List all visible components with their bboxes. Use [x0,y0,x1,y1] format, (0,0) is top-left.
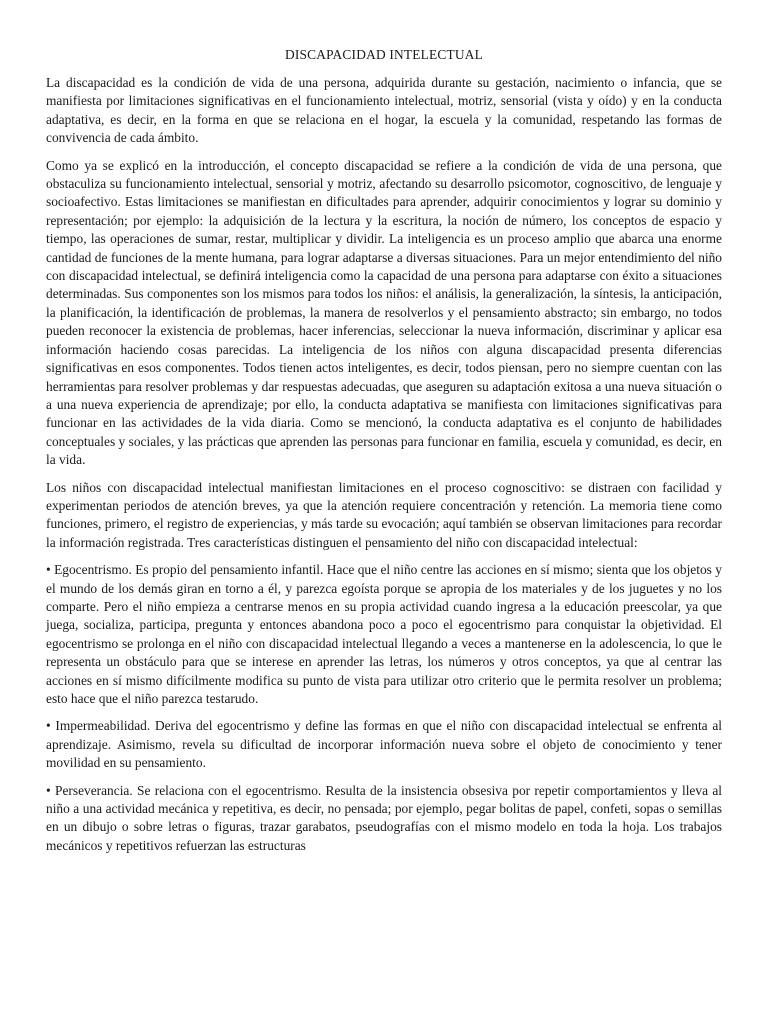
paragraph-concept: Como ya se explicó en la introducción, el concepto discapacidad se refiere a la condición de vida de una persona, que obstaculiza su funcionamiento intelectual, sensorial y motriz, afectando su desarrollo psicomotor, cognoscitivo, de lenguaje y socioafectivo. Estas limitaciones se manifiestan en dificultades para aprender, adquirir conocimientos y lograr su dominio y representación; por ejemplo: la adquisición de la lectura y la escritura, la noción de número, los conceptos de espacio y tiempo, las operaciones de sumar, restar, multiplicar y dividir. La inteligencia es un proceso amplio que abarca una enorme cantidad de funciones de la mente humana, para lograr adaptarse a diversas situaciones. Para un mejor entendimiento del niño con discapacidad intelectual, se definirá inteligencia como la capacidad de una persona para adaptarse con éxito a situaciones determinadas. Sus componentes son los mismos para todos los niños: el análisis, la generalización, la síntesis, la anticipación, la planificación, la identificación de problemas, la manera de resolverlos y el pensamiento abstracto; sin embargo, no todos pueden reconocer la existencia de problemas, hacer inferencias, seleccionar la nueva información, discriminar y aplicar esa información haciendo cosas parecidas. La inteligencia de los niños con alguna discapacidad presenta diferencias significativas en esos componentes. Todos tienen actos inteligentes, es decir, todos piensan, pero no siempre cuentan con las herramientas para resolver problemas y dar respuestas adecuadas, que aseguren su adaptación exitosa a una nueva situación o a una nueva experiencia de aprendizaje; por ello, la conducta adaptativa se manifiesta con limitaciones significativas para funcionar en las actividades de la vida diaria. Como se mencionó, la conducta adaptativa es el conjunto de habilidades conceptuales y sociales, y las prácticas que aprenden las personas para funcionar en familia, escuela y comunidad, es decir, en la vida. [46,157,722,468]
document-title: DISCAPACIDAD INTELECTUAL [284,47,484,62]
paragraph-intro: La discapacidad es la condición de vida de una persona, adquirida durante su gestación, nacimiento o infancia, que se manifiesta por limitaciones significativas en el funcionamiento intelectual, motriz, sensorial (vista y oído) y en la conducta adaptativa, es decir, en la forma en que se relaciona en el hogar, la escuela y la comunidad, respetando las formas de convivencia de cada ámbito. [46,75,722,146]
document-body [46,46,722,864]
paragraph-impermeabilidad: • Impermeabilidad. Deriva del egocentrismo y define las formas en que el niño con discapacidad intelectual se enfrenta al aprendizaje. Asimismo, revela su dificultad de incorporar información nueva sobre el objeto de conocimiento y tener movilidad en su pensamiento. [46,718,722,771]
paragraph-cognitive: Los niños con discapacidad intelectual manifiestan limitaciones en el proceso cognoscitivo: se distraen con facilidad y experimentan periodos de atención breves, ya que la atención requiere concentración y retención. La memoria tiene como funciones, primero, el registro de experiencias, y más tarde su evocación; aquí también se observan limitaciones para recordar la información registrada. Tres características distinguen el pensamiento del niño con discapacidad intelectual: [46,479,722,550]
paragraph-perseverancia: • Perseverancia. Se relaciona con el egocentrismo. Resulta de la insistencia obsesiva por repetir comportamientos y lleva al niño a una actividad mecánica y repetitiva, es decir, no pensada; por ejemplo, pegar bolitas de papel, confeti, sopas o semillas en un dibujo o sobre letras o figuras, trazar garabatos, pseudografías con el mismo modelo en toda la hoja. Los trabajos mecánicos y repetitivos refuerzan las estructuras [46,782,722,853]
paragraph-egocentrismo: • Egocentrismo. Es propio del pensamiento infantil. Hace que el niño centre las acciones en sí mismo; sienta que los objetos y el mundo de los demás giran en torno a él, y parezca egoísta porque se apropia de los materiales y de los juguetes y no los comparte. Pero el niño empieza a centrarse menos en su propia actividad cuando ingresa a la educación preescolar, ya que juega, socializa, participa, pregunta y entonces abandona poco a poco el egocentrismo para conquistar la objetividad. El egocentrismo se prolonga en el niño con discapacidad intelectual llegando a veces a mantenerse en la adolescencia, lo que le representa un obstáculo para que se interese en aprender las letras, los números y otros conceptos, ya que al centrar las acciones en sí mismo difícilmente modifica su punto de vista para utilizar otro criterio que le permita resolver un problema; esto hace que el niño parezca testarudo. [46,562,722,706]
